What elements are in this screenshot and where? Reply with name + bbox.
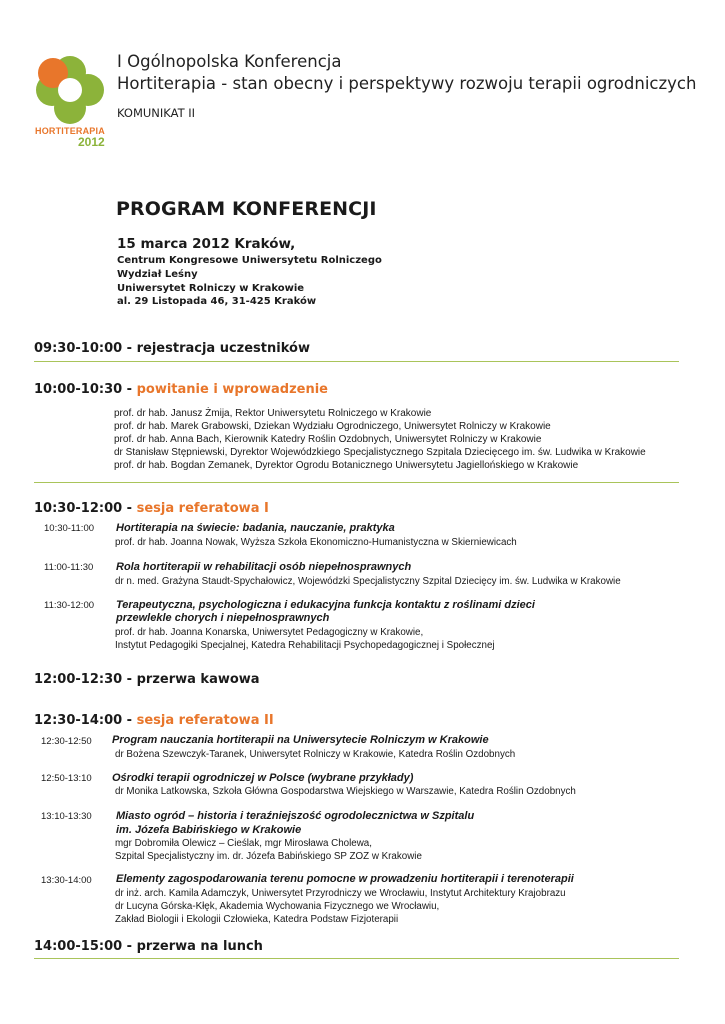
talk-author: dr inż. arch. Kamila Adamczyk, Uniwersytet Przyrodniczy we Wrocławiu, Instytut Architektury Krajobrazu — [115, 888, 566, 899]
slot-time: 10:00-10:30 - — [34, 382, 137, 397]
talk-author: dr Bożena Szewczyk-Taranek, Uniwersytet Rolniczy w Krakowie, Katedra Roślin Ozdobnych — [115, 749, 516, 760]
slot-label: sesja referatowa II — [136, 713, 274, 728]
talk-title: przewlekle chorych i niepełnosprawnych — [116, 612, 330, 624]
talk-title: Ośrodki terapii ogrodniczej w Polsce (wybrane przykłady) — [112, 772, 414, 784]
schedule-slot-registration — [34, 341, 310, 356]
conference-subtitle: Hortiterapia - stan obecny i perspektywy rozwoju terapii ogrodniczych — [117, 74, 697, 93]
logo-text: HORTITERAPIA — [35, 126, 105, 136]
slot-label: przerwa na lunch — [136, 939, 263, 954]
talk-time: 11:00-11:30 — [44, 562, 94, 573]
slot-label: sesja referatowa I — [136, 501, 269, 516]
slot-time: 09:30-10:00 - — [34, 341, 137, 356]
venue-line: Wydział Leśny — [117, 268, 198, 280]
talk-title: Hortiterapia na świecie: badania, nauczanie, praktyka — [116, 522, 395, 534]
divider — [34, 958, 679, 959]
talk-author: Instytut Pedagogiki Specjalnej, Katedra Rehabilitacji Psychopedagogicznej i Społecznej — [115, 640, 495, 651]
schedule-slot-welcome — [34, 382, 328, 397]
schedule-slot-lunch — [34, 939, 263, 954]
slot-label: powitanie i wprowadzenie — [136, 382, 328, 397]
slot-time: 12:30-14:00 - — [34, 713, 137, 728]
talk-title: Miasto ogród – historia i teraźniejszość ogrodolecznictwa w Szpitalu — [116, 810, 475, 822]
talk-author: dr n. med. Grażyna Staudt-Spychałowicz, Wojewódzki Specjalistyczny Szpital Dziecięcy im. św. Ludwika w Krakowie — [115, 576, 621, 587]
talk-author: Zakład Biologii i Ekologii Człowieka, Katedra Podstaw Fizjoterapii — [115, 914, 399, 925]
talk-author: prof. dr hab. Joanna Konarska, Uniwersytet Pedagogiczny w Krakowie, — [115, 627, 424, 638]
talk-time: 10:30-11:00 — [44, 523, 95, 534]
talk-time: 13:10-13:30 — [41, 811, 92, 822]
slot-time: 12:00-12:30 - — [34, 672, 137, 687]
conference-title: I Ogólnopolska Konferencja — [117, 52, 342, 71]
logo-year: 2012 — [78, 135, 105, 149]
slot-time: 14:00-15:00 - — [34, 939, 137, 954]
talk-title: Terapeutyczna, psychologiczna i edukacyjna funkcja kontaktu z roślinami dzieci — [116, 599, 535, 611]
talk-author: dr Lucyna Górska-Kłęk, Akademia Wychowania Fizycznego we Wrocławiu, — [115, 901, 440, 912]
talk-time: 11:30-12:00 — [44, 600, 95, 611]
program-title: PROGRAM KONFERENCJI — [116, 198, 377, 220]
speaker-line: prof. dr hab. Anna Bach, Kierownik Katedry Roślin Ozdobnych, Uniwersytet Rolniczy w Krakowie — [114, 434, 542, 445]
event-date: 15 marca 2012 Kraków, — [117, 236, 296, 252]
venue-block — [117, 236, 382, 309]
speaker-line: prof. dr hab. Marek Grabowski, Dziekan Wydziału Ogrodniczego, Uniwersytet Rolniczy w Krakowie — [114, 421, 551, 432]
speaker-list — [114, 407, 646, 472]
speaker-line: dr Stanisław Stępniewski, Dyrektor Wojewódzkiego Specjalistycznego Szpitala Dziecięcego im. św. Ludwika w Krakowie — [114, 447, 646, 458]
divider — [34, 361, 679, 362]
talk-author: prof. dr hab. Joanna Nowak, Wyższa Szkoła Ekonomiczno-Humanistyczna w Skierniewicach — [115, 537, 517, 548]
speaker-line: prof. dr hab. Bogdan Zemanek, Dyrektor Ogrodu Botanicznego Uniwersytetu Jagiellońskiego w Krakowie — [114, 460, 579, 471]
slot-label: rejestracja uczestników — [136, 341, 310, 356]
schedule-slot-coffee-break — [34, 672, 260, 687]
communique-label: KOMUNIKAT II — [117, 106, 196, 120]
slot-label: przerwa kawowa — [136, 672, 260, 687]
divider — [34, 482, 679, 483]
talk-time: 13:30-14:00 — [41, 875, 92, 886]
talk-title: Elementy zagospodarowania terenu pomocne w prowadzeniu hortiterapii i terenoterapii — [116, 873, 574, 885]
talk-title: im. Józefa Babińskiego w Krakowie — [116, 824, 302, 836]
venue-line: Uniwersytet Rolniczy w Krakowie — [117, 282, 305, 294]
venue-line: Centrum Kongresowe Uniwersytetu Rolniczego — [117, 255, 382, 266]
schedule-slot-session-1 — [34, 501, 269, 516]
talk-author: mgr Dobromiła Olewicz – Cieślak, mgr Mirosława Cholewa, — [115, 838, 372, 849]
talk-title: Rola hortiterapii w rehabilitacji osób niepełnosprawnych — [116, 561, 412, 573]
talk-time: 12:50-13:10 — [41, 773, 92, 784]
speaker-line: prof. dr hab. Janusz Żmija, Rektor Uniwersytetu Rolniczego w Krakowie — [114, 408, 432, 419]
talk-time: 12:30-12:50 — [41, 736, 92, 747]
talk-author: dr Monika Latkowska, Szkoła Główna Gospodarstwa Wiejskiego w Warszawie, Katedra Roślin Ozdobnych — [115, 786, 576, 797]
talk-title: Program nauczania hortiterapii na Uniwersytecie Rolniczym w Krakowie — [112, 734, 489, 746]
venue-line: al. 29 Listopada 46, 31-425 Kraków — [117, 296, 317, 308]
slot-time: 10:30-12:00 - — [34, 501, 137, 516]
schedule-slot-session-2 — [34, 713, 274, 728]
talk-author: Szpital Specjalistyczny im. dr. Józefa Babińskiego SP ZOZ w Krakowie — [115, 851, 422, 862]
